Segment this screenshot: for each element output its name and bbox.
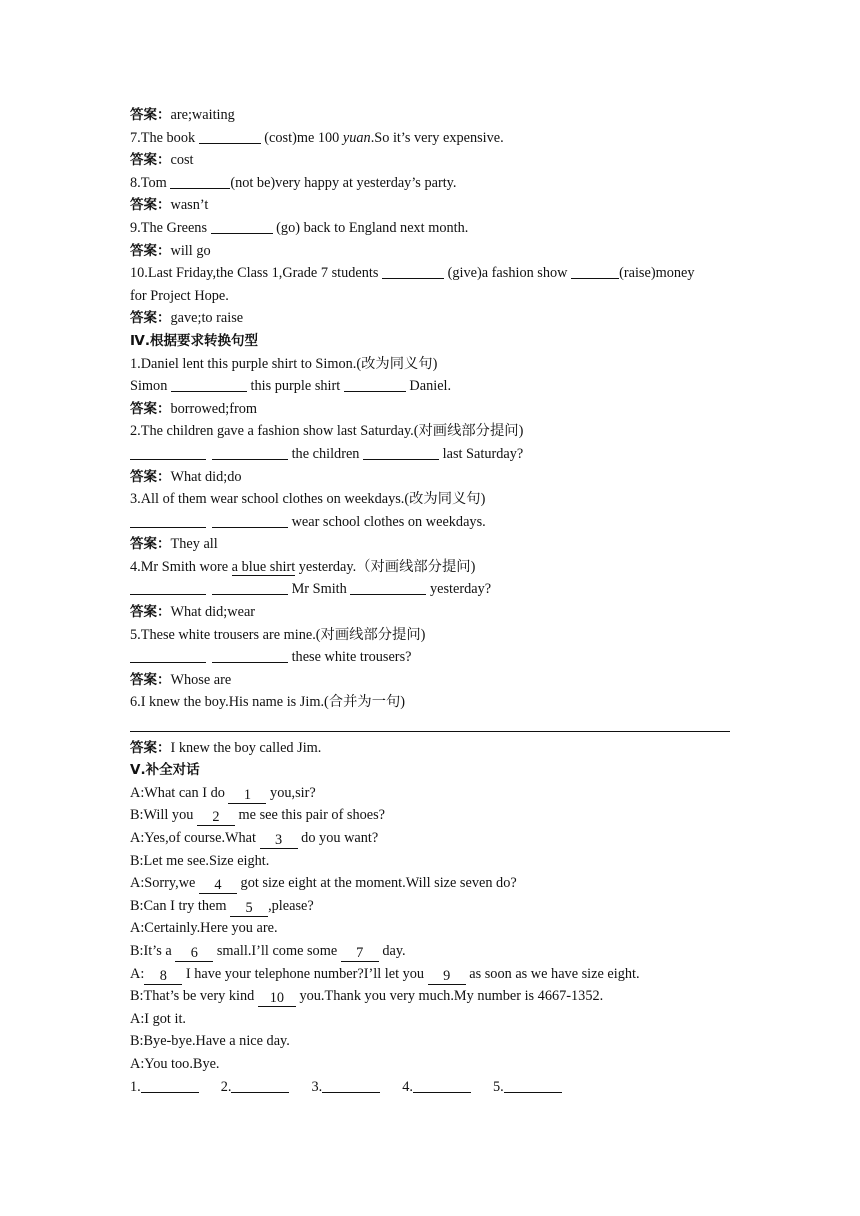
dialogue-text: day. — [382, 942, 406, 959]
answer-text: I knew the boy called Jim. — [170, 739, 322, 756]
dialogue-text: ,please? — [268, 897, 314, 914]
dialogue-text: small.I’ll come some — [216, 942, 338, 959]
sentence-5-prompt: 5.These white trousers are mine.(对画线部分提问) — [130, 626, 426, 643]
numbered-blank[interactable]: 4 — [199, 878, 237, 894]
numbered-blank[interactable]: 8 — [144, 969, 182, 985]
answer-line — [130, 601, 732, 624]
blank-number: 5. — [492, 1078, 504, 1095]
answer-line — [130, 104, 732, 127]
dialogue-line — [130, 804, 732, 827]
numbered-blank[interactable]: 2 — [197, 810, 235, 826]
question-text: .So it’s very expensive. — [370, 129, 504, 146]
section-heading-4: Ⅳ.根据要求转换句型 — [130, 332, 258, 349]
answer-label: 答案： — [130, 468, 171, 485]
sentence-text: yesterday.（对画线部分提问) — [295, 558, 476, 575]
answer-label: 答案： — [130, 107, 171, 123]
sentence-2-prompt: 2.The children gave a fashion show last Saturday.(对画线部分提问) — [130, 423, 524, 440]
question-text: (not be)very happy at yesterday’s party. — [230, 174, 457, 191]
dialogue-text: B:It’s a — [130, 942, 172, 959]
answer-label: 答案： — [130, 152, 171, 169]
answer-blanks-row — [130, 1076, 732, 1099]
numbered-blank[interactable]: 1 — [228, 788, 266, 804]
answer-blank[interactable] — [382, 263, 444, 279]
answer-blank[interactable] — [199, 128, 261, 144]
numbered-blank[interactable]: 9 — [428, 969, 466, 985]
sentence-text: wear school clothes on weekdays. — [291, 513, 486, 530]
answer-label: 答案： — [130, 604, 171, 621]
sentence-text: 4.Mr Smith wore — [130, 558, 232, 575]
dialogue-line — [130, 985, 732, 1008]
dialogue-text: B:Can I try them — [130, 897, 227, 914]
answer-label: 答案： — [130, 536, 171, 553]
blank-number: 2. — [220, 1078, 232, 1095]
numbered-blank[interactable]: 5 — [230, 901, 268, 917]
answer-blank[interactable] — [141, 1077, 199, 1093]
dialogue-line — [130, 827, 732, 850]
answer-line — [130, 737, 732, 760]
answer-blank[interactable] — [130, 512, 206, 528]
answer-text: will go — [170, 242, 211, 259]
answer-blank[interactable] — [504, 1077, 562, 1093]
answer-blank[interactable] — [130, 647, 206, 663]
dialogue-text: got size eight at the moment.Will size seven do? — [240, 875, 517, 892]
answer-blank[interactable] — [130, 444, 206, 460]
dialogue-text: you,sir? — [270, 784, 316, 801]
dialogue-line: A:Certainly.Here you are. — [130, 920, 278, 937]
numbered-blank[interactable]: 10 — [258, 991, 296, 1007]
answer-blank[interactable] — [212, 647, 288, 663]
answer-blank[interactable] — [571, 263, 619, 279]
answer-blank[interactable] — [212, 444, 288, 460]
question-10 — [130, 262, 732, 285]
sentence-text: this purple shirt — [250, 378, 341, 395]
answer-line — [130, 533, 732, 556]
sentence-text: Mr Smith — [291, 581, 347, 598]
sentence-text: last Saturday? — [442, 445, 524, 462]
dialogue-text: B:That’s be very kind — [130, 988, 255, 1005]
question-text: (give)a fashion show — [447, 265, 568, 282]
answer-rule-line[interactable] — [130, 714, 732, 737]
dialogue-text: A:Yes,of course.What — [130, 830, 257, 846]
dialogue-text: do you want? — [301, 830, 379, 846]
dialogue-text: A:What can I do — [130, 784, 225, 801]
answer-blank[interactable] — [413, 1077, 471, 1093]
dialogue-text: I have your telephone number?I’ll let you — [185, 965, 425, 982]
answer-text: wasn’t — [170, 197, 209, 214]
answer-text: What did;do — [170, 468, 242, 485]
sentence-4-prompt — [130, 556, 732, 579]
blank-number: 4. — [402, 1078, 413, 1095]
answer-label: 答案： — [130, 400, 171, 417]
dialogue-text: A: — [130, 965, 145, 982]
question-text: 8.Tom — [130, 174, 167, 191]
dialogue-line: B:Let me see.Size eight. — [130, 852, 270, 869]
dialogue-text: A:Sorry,we — [130, 875, 196, 892]
sentence-text: Daniel. — [409, 378, 452, 395]
answer-blank[interactable] — [350, 579, 426, 595]
dialogue-line: A:You too.Bye. — [130, 1055, 220, 1072]
question-text: 10.Last Friday,the Class 1,Grade 7 students — [130, 265, 379, 282]
answer-blank[interactable] — [171, 376, 247, 392]
numbered-blank[interactable]: 6 — [175, 946, 213, 962]
dialogue-text: as soon as we have size eight. — [469, 965, 640, 982]
sentence-text: Simon — [130, 378, 168, 395]
blank-number: 3. — [311, 1078, 323, 1095]
answer-line — [130, 240, 732, 263]
dialogue-line — [130, 872, 732, 895]
answer-text: cost — [170, 152, 194, 169]
sentence-text: yesterday? — [429, 581, 492, 598]
answer-label: 答案： — [130, 242, 171, 259]
dialogue-line — [130, 895, 732, 918]
sentence-5-blanks — [130, 646, 732, 669]
answer-blank[interactable] — [212, 579, 288, 595]
dialogue-text: me see this pair of shoes? — [238, 807, 386, 824]
underlined-text: a blue shirt — [231, 558, 296, 575]
answer-blank[interactable] — [170, 173, 230, 189]
dialogue-line: A:I got it. — [130, 1010, 186, 1027]
italic-text: yuan — [342, 129, 371, 146]
answer-text: What did;wear — [170, 604, 256, 621]
sentence-2-blanks — [130, 443, 732, 466]
answer-blank[interactable] — [212, 512, 288, 528]
question-text: 9.The Greens — [130, 219, 208, 236]
numbered-blank[interactable]: 3 — [260, 833, 298, 849]
blank-number: 1. — [130, 1078, 141, 1095]
dialogue-line — [130, 963, 732, 986]
answer-blank[interactable] — [322, 1077, 380, 1093]
sentence-6-prompt: 6.I knew the boy.His name is Jim.(合并为一句) — [130, 694, 406, 711]
answer-blank[interactable] — [130, 579, 206, 595]
answer-line — [130, 669, 732, 692]
answer-label: 答案： — [130, 197, 171, 214]
answer-label: 答案： — [130, 310, 171, 327]
answer-line — [130, 307, 732, 330]
answer-blank[interactable] — [231, 1077, 289, 1093]
dialogue-line — [130, 940, 732, 963]
sentence-3-prompt: 3.All of them wear school clothes on weekdays.(改为同义句) — [130, 491, 486, 508]
answer-blank[interactable] — [363, 444, 439, 460]
answer-text: gave;to raise — [170, 310, 244, 327]
sentence-1-prompt: 1.Daniel lent this purple shirt to Simon.(改为同义句) — [130, 355, 438, 372]
dialogue-text: you.Thank you very much.My number is 4667-1352. — [299, 988, 604, 1005]
answer-line — [130, 149, 732, 172]
question-text: (raise)money — [619, 265, 695, 282]
sentence-text: the children — [291, 445, 360, 462]
question-9 — [130, 217, 732, 240]
sentence-text: these white trousers? — [291, 649, 412, 666]
answer-text: borrowed;from — [170, 400, 258, 417]
answer-label: 答案： — [130, 671, 171, 688]
sentence-4-blanks — [130, 578, 732, 601]
question-8 — [130, 172, 732, 195]
answer-text: are;waiting — [170, 107, 235, 123]
answer-blank[interactable] — [211, 218, 273, 234]
answer-text: They all — [170, 536, 218, 553]
sentence-1-blanks — [130, 375, 732, 398]
answer-text: Whose are — [170, 671, 232, 688]
question-7 — [130, 127, 732, 150]
answer-line — [130, 398, 732, 421]
sentence-3-blanks — [130, 511, 732, 534]
dialogue-line — [130, 782, 732, 805]
section-heading-5: Ⅴ.补全对话 — [130, 762, 200, 779]
answer-blank[interactable] — [344, 376, 406, 392]
question-text: (go) back to England next month. — [276, 219, 469, 236]
answer-label: 答案： — [130, 739, 171, 756]
question-10-cont: for Project Hope. — [130, 287, 229, 304]
dialogue-line: B:Bye-bye.Have a nice day. — [130, 1033, 290, 1050]
question-text: (cost)me 100 — [264, 129, 340, 146]
answer-line — [130, 466, 732, 489]
answer-line — [130, 194, 732, 217]
numbered-blank[interactable]: 7 — [341, 946, 379, 962]
document-page — [130, 104, 732, 1098]
question-text: 7.The book — [130, 129, 196, 146]
dialogue-text: B:Will you — [130, 807, 194, 824]
